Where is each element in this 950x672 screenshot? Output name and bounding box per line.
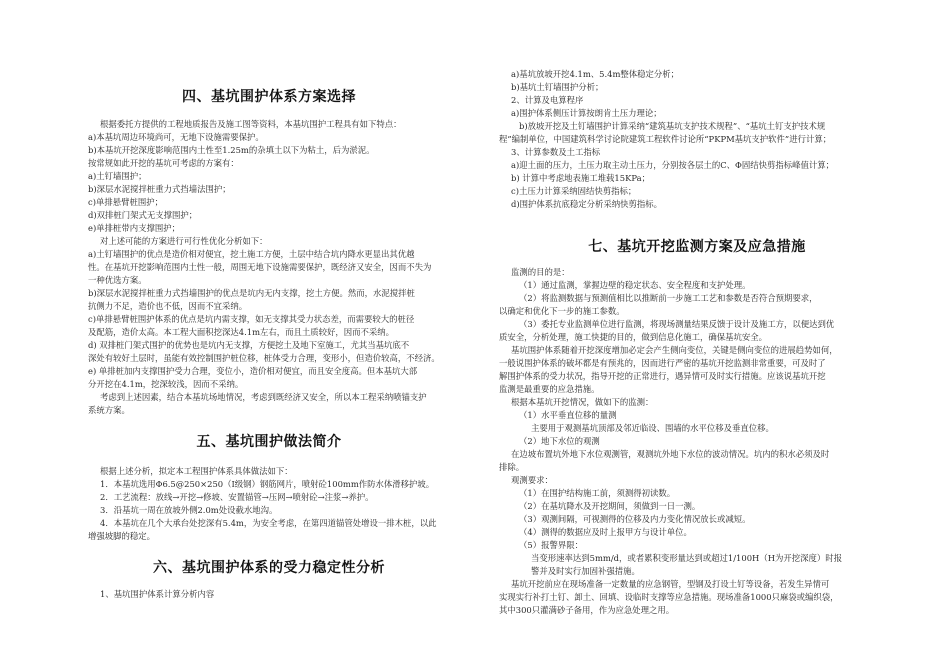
- text-line: （1）在围护结构施工前，须测得初读数。: [519, 488, 676, 498]
- text-line: e)单排桩带内支撑围护；: [88, 223, 180, 233]
- section-4-body: [88, 118, 450, 417]
- text-line: 一般说围护体系的破坏都是有预兆的，因而进行严密的基坑开挖监测非常重要，可及时了: [499, 358, 826, 368]
- text-line: 实现实行补打土钉、卸土、回填、设临时支撑等应急措施。现场准备1000只麻袋或编织袋，: [499, 592, 839, 602]
- text-line: 增强坡脚的稳定。: [88, 531, 155, 541]
- text-line: 监测是最重要的应急措施。: [499, 384, 600, 394]
- section-7-body: [499, 266, 895, 617]
- text-line: 排除。: [499, 462, 525, 472]
- text-line: （2）将监测数据与预测值相比以推断前一步施工工艺和参数是否符合预期要求，: [519, 293, 818, 303]
- text-line: 当变形速率达到5mm/d，或者累积变形量达到或超过1/100H（H为开挖深度）时报: [531, 553, 843, 563]
- text-line: 监测的目的是：: [511, 267, 570, 277]
- text-line: a)基坑放坡开挖4.1m、5.4m整体稳定分析；: [511, 69, 680, 79]
- text-line: b)本基坑开挖深度影响范围内土性至1.25m的杂填土以下为粘土，后为淤泥。: [88, 145, 375, 155]
- text-line: e) 单排桩加内支撑围护受力合理，变位小，造价相对便宜，而且安全度高。但本基坑大部: [88, 366, 418, 376]
- text-line: 根据上述分析，拟定本工程围护体系具体做法如下：: [100, 466, 293, 476]
- text-line: b)放坡开挖及土钉墙围护计算采纳“建筑基坑支护技术规程”、“基坑土钉支护技术规: [519, 121, 826, 131]
- text-line: 基坑开挖前应在现场准备一定数量的应急钢管，型钢及打设土钉等设备，若发生异情可: [511, 579, 830, 589]
- text-line: 对上述可能的方案进行可行性优化分析如下：: [100, 236, 268, 246]
- text-line: 2、计算及电算程序: [511, 95, 584, 105]
- text-line: 观测要求：: [511, 475, 553, 485]
- text-line: b)深层水泥搅拌桩重力式挡墙围护的优点是坑内无内支撑，挖土方便。然而，水泥搅拌桩: [88, 288, 415, 298]
- text-line: 按常规如此开挖的基坑可考虑的方案有：: [88, 158, 239, 168]
- text-line: 主要用于观测基坑顶部及邻近临设、围墙的水平位移及垂直位移。: [531, 423, 774, 433]
- text-line: （2）地下水位的观测: [519, 436, 600, 446]
- text-line: 在边坡布置坑外地下水位观测管，观测坑外地下水位的波动情况。坑内的积水必须及时: [511, 449, 830, 459]
- text-line: 4．本基坑在几个大承台处挖深有5.4m，为安全考虑，在第四道锚管处增设一排木桩，以此: [100, 518, 437, 528]
- text-line: a)土钉墙围护；: [88, 171, 147, 181]
- text-line: a)迎土面的压力，土压力取主动土压力，分别按各层土的C、Φ固结快剪指标峰值计算；: [511, 160, 835, 170]
- text-line: 一种优选方案。: [88, 275, 147, 285]
- text-line: 性。在基坑开挖影响范围内土性一般，周围无地下设施需要保护，既经济又安全，因而不失为: [88, 262, 432, 272]
- text-line: （1）水平垂直位移的量测: [519, 410, 617, 420]
- section-5-title: 五、基坑围护做法简介: [196, 434, 342, 450]
- text-line: c)土压力计算采纳固结快剪指标；: [511, 186, 637, 196]
- text-line: 系统方案。: [88, 405, 130, 415]
- text-line: d) 双排桩门架式围护的优势也是坑内无支撑，方便挖土及地下室施工，尤其当基坑底不: [88, 340, 410, 350]
- text-line: 1、基坑围护体系计算分析内容: [100, 589, 215, 599]
- text-line: a)本基坑周边环境尚可，无地下设施需要保护。: [88, 132, 264, 142]
- text-line: 3．沿基坑一周在放坡外侧2.0m处设截水地沟。: [100, 505, 278, 515]
- text-line: 质安全，分析处理，施工快捷的目的，做到信息化施工，确保基坑安全。: [499, 332, 767, 342]
- text-line: （3）观测间隔，可视测得的位移及内力变化情况放长或减短。: [519, 514, 751, 524]
- text-line: 以确定和优化下一步的施工参数。: [499, 306, 625, 316]
- text-line: 及配筋，造价太高。本工程大面积挖深达4.1m左右，而且土质较好，因而不采纳。: [88, 327, 395, 337]
- text-line: d)双排桩门架式无支撑围护；: [88, 210, 198, 220]
- text-line: a)围护体系侧压计算按朗肯土压力理论；: [511, 108, 662, 118]
- text-line: 深处有较好土层时，虽能有效控制围护桩位移，桩体受力合理，变形小，但造价较高，不经济。: [88, 353, 440, 363]
- text-line: c)单排悬臂桩围护；: [88, 197, 163, 207]
- section-7-title: 七、基坑开挖监测方案及应急措施: [588, 239, 806, 255]
- text-line: 1．本基坑选用Φ6.5@250×250（Ⅰ级钢）钢筋网片，喷射砼100mm作防水体滑移护坡。: [100, 479, 435, 489]
- text-line: 根据委托方提供的工程地质报告及施工图等资料，本基坑围护工程具有如下特点：: [100, 119, 402, 129]
- text-line: （5）报警界限：: [519, 540, 583, 550]
- text-line: （1）通过监测，掌握边壁的稳定状态、安全程度和支护处理。: [519, 280, 751, 290]
- text-line: （4）测得的数据应及时上报甲方与设计单位。: [519, 527, 692, 537]
- text-line: 其中300只灌满砂子备用，作为应急处理之用。: [499, 605, 675, 615]
- text-line: a)土钉墙围护的优点是造价相对便宜，挖土施工方便，土层中结合坑内降水更显出其优越: [88, 249, 415, 259]
- text-line: 解围护体系的受力状况，指导开挖的正常进行，遇异情可及时实行措施。应该说基坑开挖: [499, 371, 826, 381]
- section-6-body: [88, 588, 450, 601]
- text-line: 2．工艺流程：放线→开挖→修坡、安置锚管→压网→喷射砼→注浆→养护。: [100, 492, 374, 502]
- text-line: b)深层水泥搅拌桩重力式挡墙法围护；: [88, 184, 231, 194]
- text-line: 3、计算参数及土工指标: [511, 147, 601, 157]
- text-line: 程”编制单位，中国建筑科学讨论院建筑工程软件讨论所“PKPM基坑支护软件”进行计算；: [499, 134, 832, 144]
- section-4-title: 四、基坑围护体系方案选择: [182, 89, 356, 105]
- text-line: c)单排悬臂桩围护体系的优点是坑内需支撑，如无支撑其受力状态差，而需要较大的桩径: [88, 314, 415, 324]
- text-line: （2）在基坑降水及开挖期间，须做到一日一测。: [519, 501, 701, 511]
- text-line: （3）委托专业监测单位进行监测，将现场测量结果反馈于设计及施工方，以便达到优: [519, 319, 835, 329]
- text-line: 基坑围护体系随着开挖深度增加必定会产生侧向变位，关键是侧向变位的进展趋势如何，: [511, 345, 838, 355]
- text-line: 分开挖在4.1m，挖深较浅，因而不采纳。: [88, 379, 244, 389]
- text-line: b) 计算中考虑地表施工堆载15KPa；: [511, 173, 650, 183]
- text-line: 考虑到上述因素，结合本基坑场地情况，考虑到既经济又安全，所以本工程采纳喷锚支护: [100, 392, 427, 402]
- text-line: d)围护体系抗底稳定分析采纳快剪指标。: [511, 199, 663, 209]
- section-6-title: 六、基坑围护体系的受力稳定性分析: [153, 560, 385, 576]
- text-line: 警并及时实行加固补强措施。: [531, 566, 640, 576]
- section-6-continued-body: [499, 68, 895, 211]
- text-line: 抗侧力不足，造价也不低，因而不宜采纳。: [88, 301, 248, 311]
- text-line: b)基坑土钉墙围护分析；: [511, 82, 604, 92]
- text-line: 根据本基坑开挖情况，做如下的监测：: [511, 397, 654, 407]
- section-5-body: [88, 465, 450, 543]
